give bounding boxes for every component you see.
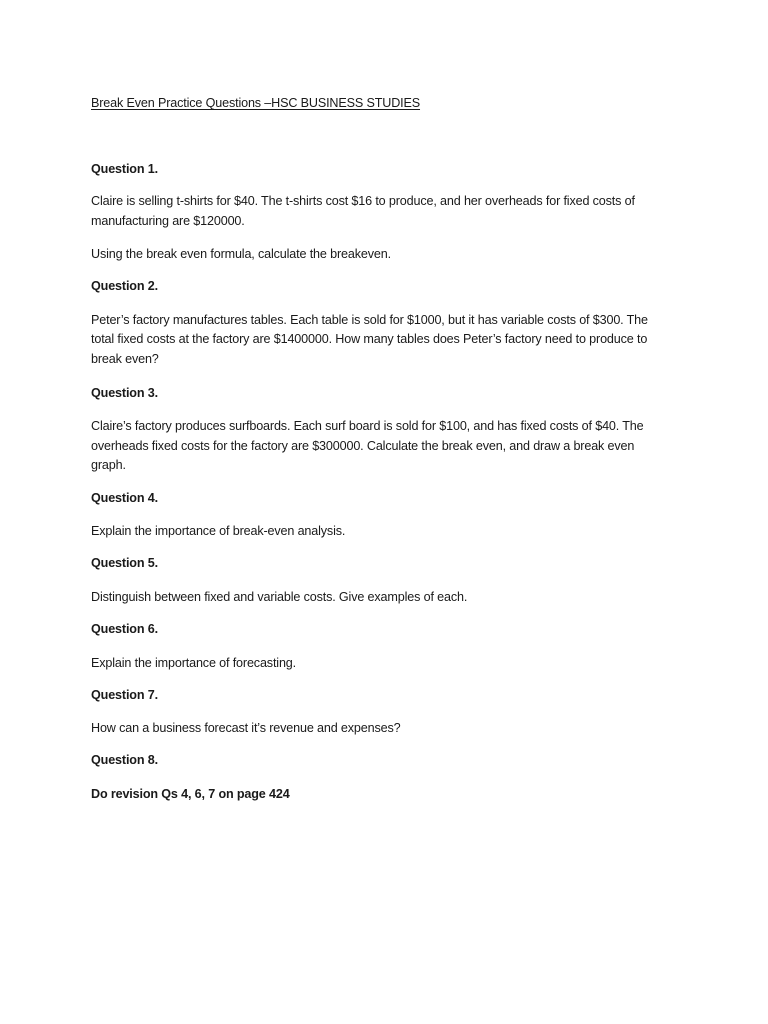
question-7-heading: Question 7.	[91, 688, 158, 702]
question-5-heading: Question 5.	[91, 556, 158, 570]
question-6-text: Explain the importance of forecasting.	[91, 656, 297, 670]
question-1-text-line-1: Claire is selling t-shirts for $40. The t-shirts cost $16 to produce, and her overheads for fixed costs of	[91, 194, 635, 208]
question-1-heading: Question 1.	[91, 162, 158, 176]
question-3-text-line-3: graph.	[91, 458, 126, 472]
question-3-text-line-1: Claire’s factory produces surfboards. Each surf board is sold for $100, and has fixed costs of $40. The	[91, 419, 644, 433]
question-7-text: How can a business forecast it’s revenue and expenses?	[91, 721, 401, 735]
question-2-heading: Question 2.	[91, 279, 158, 293]
question-5-text: Distinguish between fixed and variable costs. Give examples of each.	[91, 590, 468, 604]
question-1-text-line-2: manufacturing are $120000.	[91, 214, 245, 228]
question-2-text-line-1: Peter’s factory manufactures tables. Each table is sold for $1000, but it has variable costs of $300. The	[91, 313, 648, 327]
question-4-heading: Question 4.	[91, 491, 158, 505]
question-1-instruction: Using the break even formula, calculate the breakeven.	[91, 247, 391, 261]
question-6-heading: Question 6.	[91, 622, 158, 636]
document-title: Break Even Practice Questions –HSC BUSINESS STUDIES	[91, 96, 421, 110]
question-8-heading: Question 8.	[91, 753, 158, 767]
question-4-text: Explain the importance of break-even analysis.	[91, 524, 346, 538]
question-3-text-line-2: overheads fixed costs for the factory are $300000. Calculate the break even, and draw a break even	[91, 439, 635, 453]
question-2-text-line-3: break even?	[91, 352, 159, 366]
question-2-text-line-2: total fixed costs at the factory are $1400000. How many tables does Peter’s factory need to produce to	[91, 332, 648, 346]
question-3-heading: Question 3.	[91, 386, 158, 400]
question-8-text: Do revision Qs 4, 6, 7 on page 424	[91, 787, 290, 801]
